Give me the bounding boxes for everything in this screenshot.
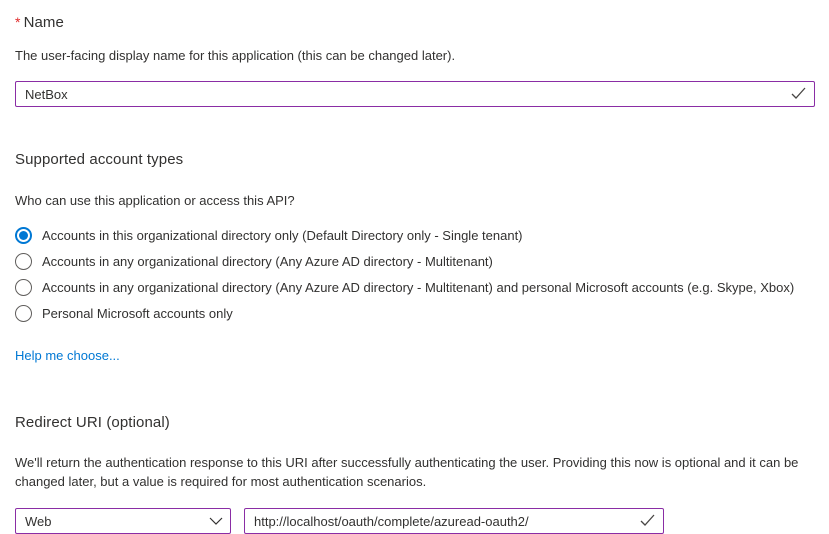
radio-option-single-tenant[interactable] bbox=[15, 222, 815, 248]
name-input-wrap bbox=[15, 81, 815, 107]
platform-select-value: Web bbox=[25, 513, 52, 529]
name-description: The user-facing display name for this application (this can be changed later). bbox=[15, 48, 456, 63]
help-me-choose-link[interactable]: Help me choose... bbox=[15, 348, 120, 363]
account-types-radio-group bbox=[15, 222, 815, 326]
account-types-question: Who can use this application or access this API? bbox=[15, 193, 295, 208]
radio-button-icon[interactable] bbox=[15, 227, 32, 244]
radio-option-multitenant[interactable] bbox=[15, 248, 815, 274]
required-asterisk: * bbox=[15, 14, 21, 30]
radio-option-label: Accounts in any organizational directory (Any Azure AD directory - Multitenant) bbox=[42, 253, 493, 269]
account-types-title: Supported account types bbox=[15, 151, 184, 168]
name-section-title bbox=[15, 14, 815, 31]
name-title-text: Name bbox=[23, 14, 64, 31]
redirect-uri-row bbox=[15, 508, 815, 534]
platform-select[interactable] bbox=[15, 508, 231, 534]
radio-option-label: Accounts in any organizational directory (Any Azure AD directory - Multitenant) and personal Microsoft accounts (e.g. Skype, Xbox) bbox=[42, 279, 795, 295]
radio-button-icon[interactable] bbox=[15, 305, 32, 322]
redirect-uri-title: Redirect URI (optional) bbox=[15, 414, 170, 431]
name-input[interactable] bbox=[15, 81, 815, 107]
redirect-uri-input-wrap bbox=[244, 508, 664, 534]
platform-select-wrap bbox=[15, 508, 231, 534]
redirect-uri-input[interactable] bbox=[244, 508, 664, 534]
radio-button-icon[interactable] bbox=[15, 253, 32, 270]
radio-button-icon[interactable] bbox=[15, 279, 32, 296]
radio-option-label: Accounts in this organizational directory only (Default Directory only - Single tenant) bbox=[42, 227, 523, 243]
redirect-uri-description: We'll return the authentication response to this URI after successfully authenticating the user. Providing this now is optional and it can be changed later, but a value is required for most authentication scenarios. bbox=[15, 455, 799, 489]
radio-option-label: Personal Microsoft accounts only bbox=[42, 305, 233, 321]
radio-option-multitenant-personal[interactable] bbox=[15, 274, 815, 300]
radio-option-personal-only[interactable] bbox=[15, 300, 815, 326]
